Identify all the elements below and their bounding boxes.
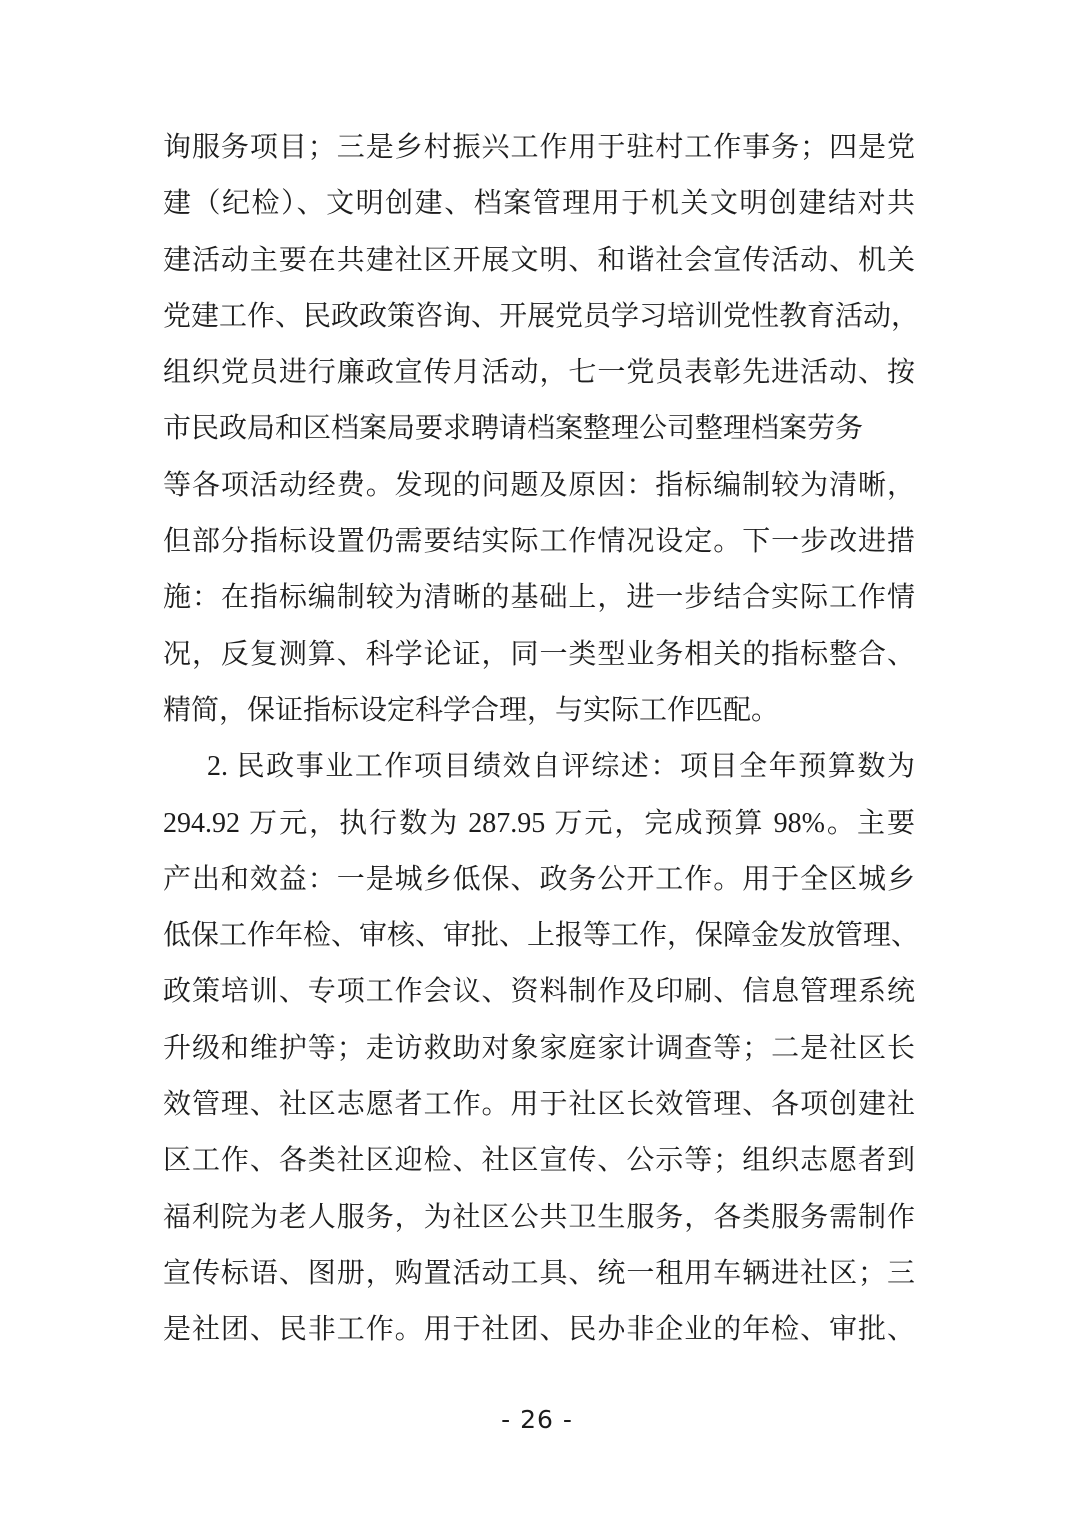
text-line: 组织党员进行廉政宣传月活动，七一党员表彰先进活动、按 bbox=[163, 357, 915, 389]
text-line: 党建工作、民政政策咨询、开展党员学习培训党性教育活动， bbox=[163, 300, 920, 332]
text-line paragraph-end: 精简，保证指标设定科学合理，与实际工作匹配。 bbox=[163, 694, 780, 726]
text-line: 福利院为老人服务，为社区公共卫生服务，各类服务需制作 bbox=[163, 1201, 915, 1233]
page-number: - 26 - bbox=[501, 1405, 573, 1434]
text-line: 等各项活动经费。发现的问题及原因：指标编制较为清晰， bbox=[163, 469, 915, 501]
text-line: 询服务项目；三是乡村振兴工作用于驻村工作事务；四是党 bbox=[163, 132, 915, 163]
text-line paragraph-start: 2. 民政事业工作项目绩效自评综述：项目全年预算数为 bbox=[207, 751, 915, 783]
text-line: 294.92 万元，执行数为 287.95 万元，完成预算 98%。主要 bbox=[163, 807, 915, 839]
text-line: 宣传标语、图册，购置活动工具、统一租用车辆进社区；三 bbox=[163, 1257, 915, 1289]
text-line: 是社团、民非工作。用于社团、民办非企业的年检、审批、 bbox=[163, 1314, 915, 1346]
text-line: 效管理、社区志愿者工作。用于社区长效管理、各项创建社 bbox=[163, 1089, 915, 1121]
text-line: 低保工作年检、审核、审批、上报等工作，保障金发放管理、 bbox=[163, 920, 920, 952]
text-line: 但部分指标设置仍需要结实际工作情况设定。下一步改进措 bbox=[163, 526, 915, 558]
text-line: 升级和维护等；走访救助对象家庭家计调查等；二是社区长 bbox=[163, 1032, 915, 1064]
text-line: 政策培训、专项工作会议、资料制作及印刷、信息管理系统 bbox=[163, 976, 915, 1008]
text-line: 建活动主要在共建社区开展文明、和谐社会宣传活动、机关 bbox=[163, 244, 915, 276]
text-line: 产出和效益：一是城乡低保、政务公开工作。用于全区城乡 bbox=[163, 863, 915, 895]
text-line: 况，反复测算、科学论证，同一类型业务相关的指标整合、 bbox=[163, 638, 915, 670]
body-text bbox=[163, 120, 920, 1359]
text-line: 施：在指标编制较为清晰的基础上，进一步结合实际工作情 bbox=[163, 582, 915, 614]
text-line: 区工作、各类社区迎检、社区宣传、公示等；组织志愿者到 bbox=[163, 1145, 915, 1177]
text-line: 建（纪检）、文明创建、档案管理用于机关文明创建结对共 bbox=[163, 188, 915, 220]
text-line: 市民政局和区档案局要求聘请档案整理公司整理档案劳务 bbox=[163, 413, 864, 445]
